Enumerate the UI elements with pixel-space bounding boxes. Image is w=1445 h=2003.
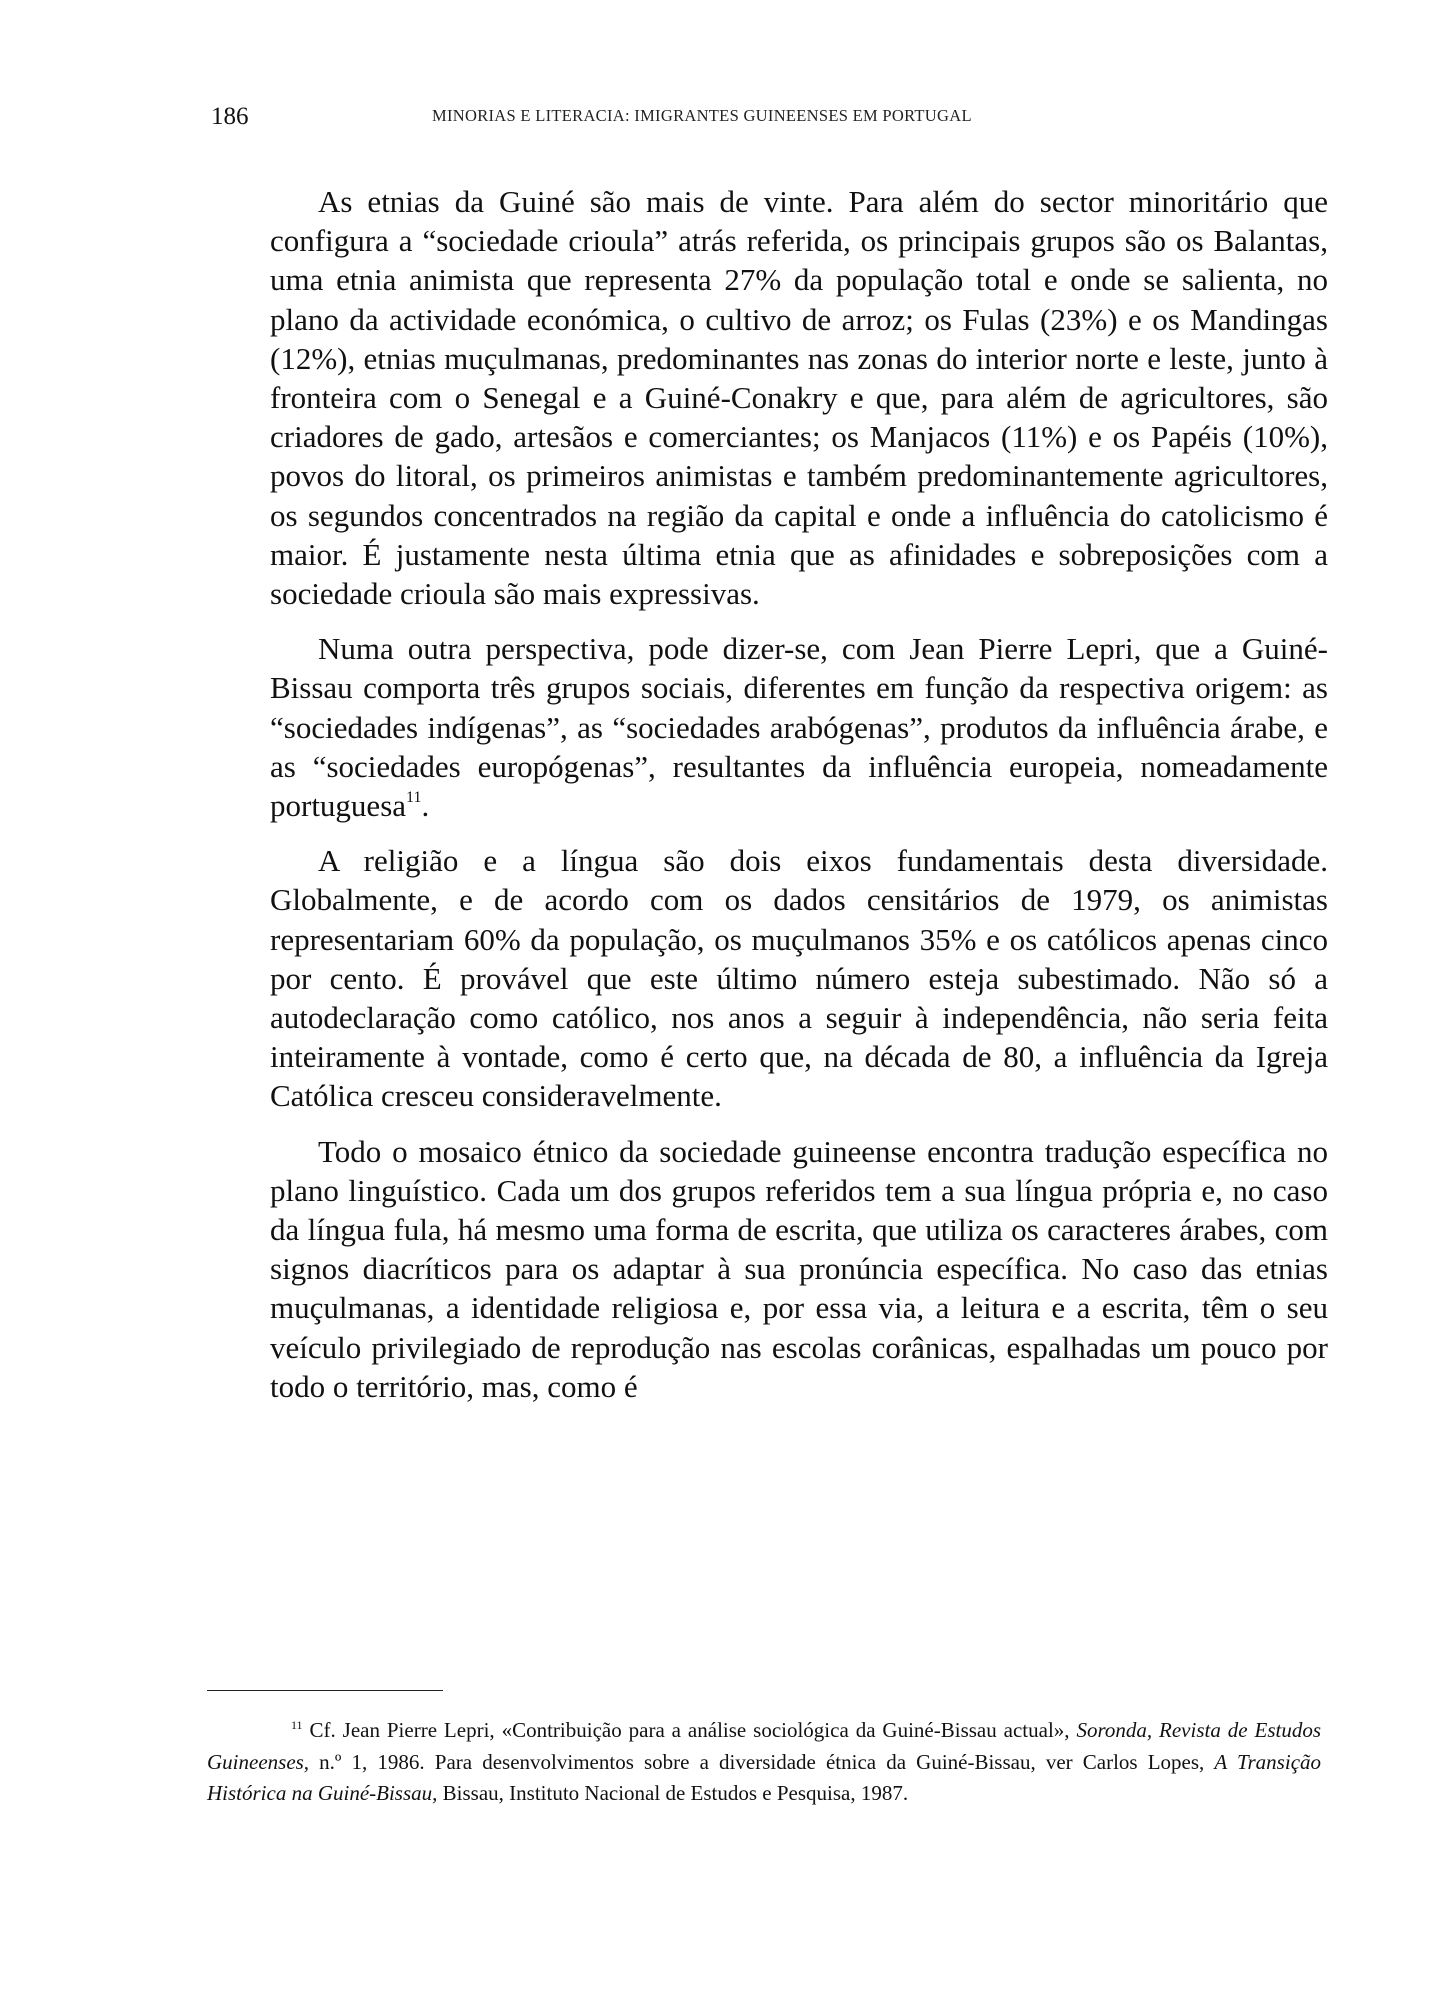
paragraph-ethnic-groups: As etnias da Guiné são mais de vinte. Para além do sector minoritário que configura a “sociedade crioula” atrás referida, os principais grupos são os Balantas, uma etnia animista que representa 27% da população total e onde se salienta, no plano da actividade económica, o cultivo de arroz; os Fulas (23%) e os Mandingas (12%), etnias muçulmanas, predominantes nas zonas do interior norte e leste, junto à fronteira com o Senegal e a Guiné-Conakry e que, para além de agricultores, são criadores de gado, artesãos e comerciantes; os Manjacos (11%) e os Papéis (10%), povos do litoral, os primeiros animistas e também predominantemente agricultores, os segundos concentrados na região da capital e onde a influência do catolicismo é maior. É justamente nesta última etnia que as afinidades e sobreposições com a sociedade crioula são mais expressivas. bbox=[270, 184, 1328, 612]
footnote-divider bbox=[207, 1690, 443, 1691]
paragraph-text: Numa outra perspectiva, pode dizer-se, com Jean Pierre Lepri, que a Guiné-Bissau comporta três grupos sociais, diferentes em função da respectiva origem: as “sociedades indígenas”, as “sociedades arabógenas”, produtos da influência árabe, e as “sociedades europógenas”, resultantes da influência europeia, nomeadamente portuguesa bbox=[270, 631, 1328, 824]
body-text bbox=[270, 182, 1328, 1422]
footnote-number: 11 bbox=[291, 1718, 303, 1732]
paragraph-religion-language: A religião e a língua são dois eixos fundamentais desta diversidade. Globalmente, e de acordo com os dados censitários de 1979, os animistas representariam 60% da população, os muçulmanos 35% e os católicos apenas cinco por cento. É provável que este último número esteja subestimado. Não só a autodeclaração como católico, nos anos a seguir à independência, não seria feita inteiramente à vontade, como é certo que, na década de 80, a influência da Igreja Católica cresceu consideravelmente. bbox=[270, 843, 1328, 1114]
paragraph-end: . bbox=[421, 788, 430, 824]
running-head: MINORIAS E LITERACIA: IMIGRANTES GUINEENSES EM PORTUGAL bbox=[432, 106, 972, 125]
footnote-ref[interactable]: 11 bbox=[406, 789, 422, 807]
page-number: 186 bbox=[211, 103, 249, 130]
paragraph-social-groups bbox=[270, 629, 1328, 825]
footnote-journal-title: Soronda, Revista de Estudos Guineenses, bbox=[207, 1718, 1321, 1774]
footnote-book-title: A Transição Histórica na Guiné-Bissau, bbox=[207, 1749, 1322, 1805]
footnote bbox=[207, 1715, 1321, 1810]
footnote-text: n.º 1, 1986. Para desenvolvimentos sobre a diversidade étnica da Guiné-Bissau, ver Carlos Lopes, bbox=[309, 1749, 1215, 1774]
paragraph-linguistic-mosaic: Todo o mosaico étnico da sociedade guineense encontra tradução específica no plano linguístico. Cada um dos grupos referidos tem a sua língua própria e, no caso da língua fula, há mesmo uma forma de escrita, que utiliza os caracteres árabes, com signos diacríticos para os adaptar à sua pronúncia específica. No caso das etnias muçulmanas, a identidade religiosa e, por essa via, a leitura e a escrita, têm o seu veículo privilegiado de reprodução nas escolas corânicas, espalhadas um pouco por todo o território, mas, como é bbox=[270, 1133, 1328, 1404]
footnote-text: Bissau, Instituto Nacional de Estudos e Pesquisa, 1987. bbox=[437, 1781, 909, 1805]
footnote-text: Cf. Jean Pierre Lepri, «Contribuição para a análise sociológica da Guiné-Bissau actual», bbox=[302, 1718, 1077, 1742]
page-header bbox=[211, 103, 1211, 133]
